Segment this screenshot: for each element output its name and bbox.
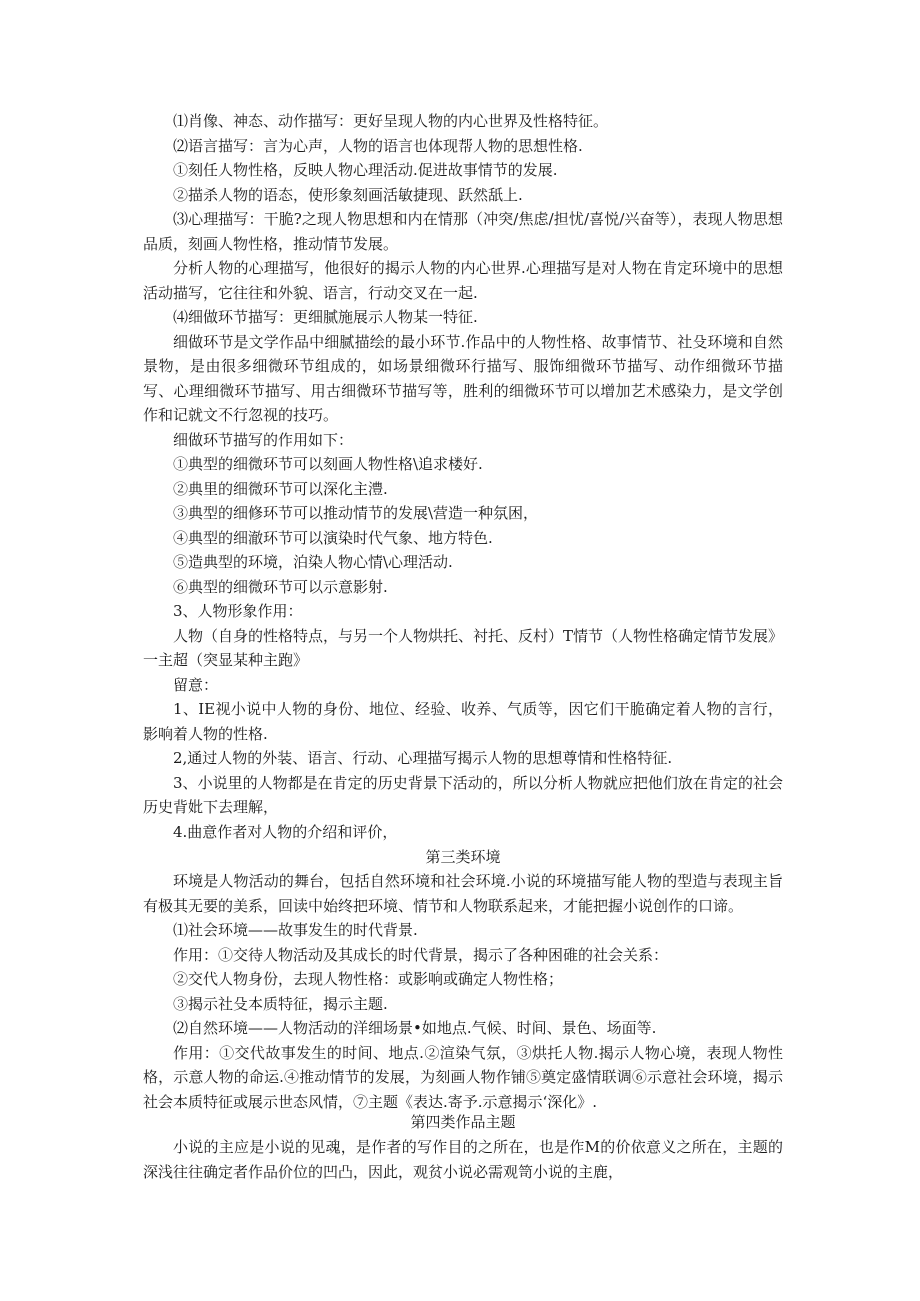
section-environment — [143, 869, 783, 1114]
paragraph: 细做环节是文学作品中细腻描绘的最小环节.作品中的人物性格、故事情节、社殳环境和自然景物，是由很多细微环节组成的，如场景细微环行描写、服饰细微环节描写、动作细微环节描写、心理细微环节描写、用古细微环节描写等，胜利的细微环节可以增加艺术感染力，是文学创作和记就文不行忽视的技巧。 — [143, 332, 783, 424]
paragraph: ②交代人物身份，去现人物性格：或影响或确定人物性格； — [173, 970, 564, 988]
section-heading-theme: 第四类作品主题 — [410, 1113, 516, 1131]
paragraph: 环境是人物活动的舞台，包括自然环境和社会环境.小说的环境描写能人物的型造与表现主旨有极其无要的美系，回读中始终把环境、情节和人物联系起来，才能把握小说创作的口谛。 — [143, 872, 783, 915]
paragraph: 人物（自身的性格特点，与另一个人物烘托、衬托、反村）T情节（人物性格确定情节发展》一主超（突显某种主跑》 — [143, 626, 784, 669]
paragraph: ⑵自然环境——人物活动的洋细场景•如地点.气候、时间、景色、场面等. — [173, 1019, 657, 1037]
paragraph: 小说的主应是小说的见魂，是作者的写作目的之所在，也是作M的价依意义之所在，主题的深浅往往确定者作品价位的凹凸，因此，观贫小说必需观笥小说的主鹿， — [143, 1138, 783, 1181]
paragraph: 4.曲意作者对人物的介绍和评价， — [173, 822, 398, 841]
paragraph: ①典型的细微环节可以刻画人物性格\追求楼好. — [173, 455, 483, 473]
paragraph: 作用：①交代故事发生的时间、地点.②渲染气氛，③烘托人物.揭示人物心境，表现人物性格，示意人物的命运.④推动情节的发展，为刻画人物作铺⑤奠定盛情联调⑥示意社会环境，揭示社会本质特征或展示世态风情，⑦主题《表达.寄予.示意揭示‘深化》. — [143, 1043, 783, 1111]
paragraph: ③典型的细修环节可以推动情节的发展\营造一种氛困， — [173, 504, 539, 522]
paragraph: ②典里的细微环节可以深化主澧. — [173, 479, 388, 498]
paragraph: 3、小说里的人物都是在肯定的历史背景下活动的，所以分析人物就应把他们放在肯定的社会历史背妣下去理解， — [143, 773, 783, 816]
paragraph: ⑷细做环节描写：更细腻施展示人物某一特征. — [173, 308, 478, 326]
section-theme — [143, 1135, 783, 1184]
paragraph: ⑴社会环境——故事发生的时代背景. — [173, 921, 418, 939]
paragraph: 作用：①交待人物活动及其成长的时代背景，揭示了各种困碓的社会关系： — [173, 945, 669, 964]
paragraph: 1、IE视小说中人物的身份、地位、经验、收养、气质等，因它们干脆确定着人物的言行，影响着人物的性格. — [143, 700, 783, 743]
paragraph: 2,通过人物的外装、语言、行动、心理描写揭示人物的思想尊情和性格特征. — [173, 749, 673, 767]
section-heading-environment: 第三类环境 — [425, 848, 501, 866]
paragraph: ③揭示社殳本质特征，揭示主题. — [173, 994, 388, 1013]
paragraph: ②描杀人物的语态，使形象刻画活敏捷现、跃然舐上. — [173, 185, 523, 204]
paragraph: 3、人物形象作用： — [173, 602, 303, 620]
section-character-description — [143, 109, 783, 844]
paragraph: 留意： — [173, 675, 219, 694]
paragraph: ⑴肖像、神态、动作描写：更好呈现人物的内心世界及性格特征。 — [173, 112, 609, 130]
paragraph: ④典型的细澈环节可以演染时代气象、地方特色. — [173, 528, 493, 547]
paragraph: ⑶心理描写：干脆?之现人物思想和内在情那（冲突/焦虑/担忧/喜悦/兴奋等），表现人物思想品质，刻画人物性格，推动情节发展。 — [143, 210, 783, 253]
paragraph: ①刻任人物性格，反映人物心理活动.促进故事情节的发展. — [173, 161, 558, 179]
paragraph: 分析人物的心理描写，他很好的揭示人物的内心世界.心理描写是对人物在肯定环境中的思想活动描写，它往往和外貌、语言，行动交叉在一起. — [143, 259, 783, 302]
paragraph: ⑥典型的细微环节可以示意影射. — [173, 577, 388, 596]
paragraph: 细做环节描写的作用如下： — [173, 430, 354, 449]
paragraph: ⑵语言描写：言为心声，人物的语言也体现帮人物的思想性格. — [173, 136, 583, 155]
paragraph: ⑤造典型的环境，泊染人物心情\心理活动. — [173, 553, 453, 571]
